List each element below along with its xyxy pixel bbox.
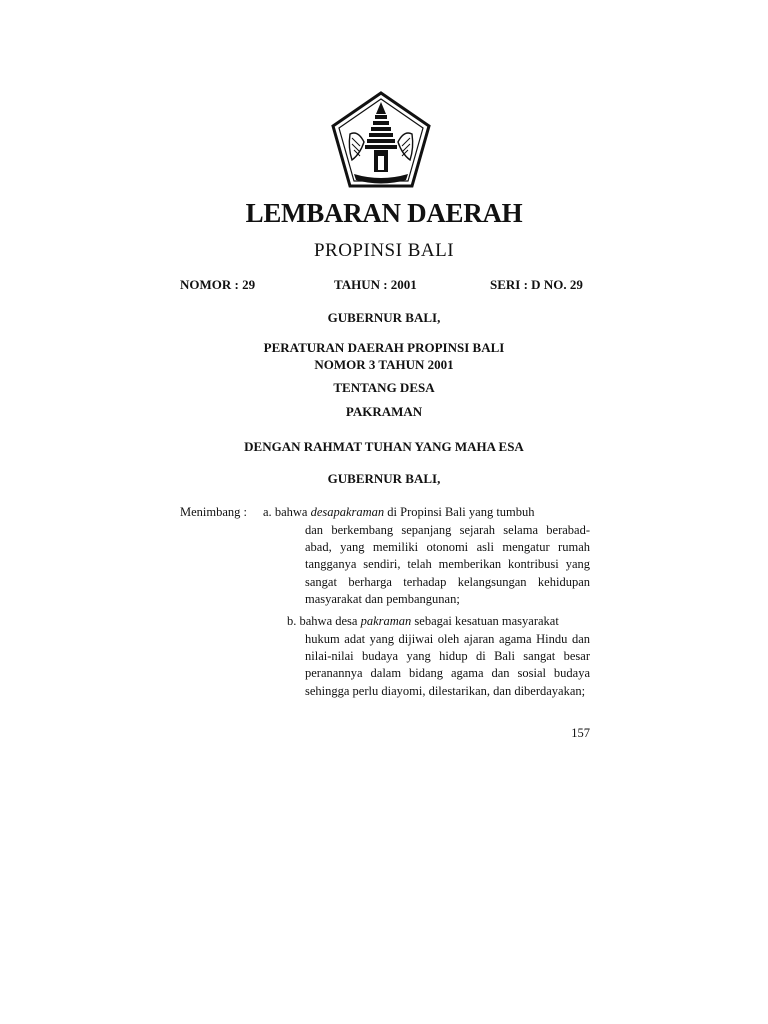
- heading-subject: PAKRAMAN: [345, 404, 423, 419]
- consideration-a-continuation: dan berkembang sepanjang sejarah selama berabad-abad, yang memiliki otonomi asli mengatur rumah tangganya sendiri, telah memberikan kontribusi yang sangat berharga terhadap kelangsungan kehidupan masyarakat dan pembangunan;: [305, 523, 590, 606]
- consideration-b-first-line: [287, 614, 559, 629]
- consideration-a-italic-term: desapakraman: [310, 505, 385, 519]
- consideration-b-post: sebagai kesatuan masyarakat: [414, 614, 559, 628]
- consideration-a-first-line: [263, 505, 535, 520]
- consideration-a-post: di Propinsi Bali yang tumbuh: [387, 505, 535, 519]
- bali-province-emblem-icon: [330, 90, 432, 190]
- consideration-a-pre: bahwa: [274, 505, 308, 519]
- meta-seri: SERI : D NO. 29: [490, 277, 583, 292]
- consideration-b-marker: b.: [287, 614, 297, 628]
- consideration-a-marker: a.: [263, 505, 272, 519]
- meta-tahun: TAHUN : 2001: [334, 277, 417, 292]
- consideration-b-pre: bahwa desa: [299, 614, 358, 628]
- document-subtitle: PROPINSI BALI: [313, 240, 455, 261]
- meta-nomor: NOMOR : 29: [180, 277, 256, 292]
- page-number: 157: [571, 726, 590, 740]
- heading-regulation-line1: PERATURAN DAERAH PROPINSI BALI: [263, 340, 505, 355]
- consideration-b-continuation: hukum adat yang dijiwai oleh ajaran agama Hindu dan nilai-nilai budaya yang hidup di Bali sangat besar peranannya dalam bidang agama dan sosial budaya sehingga perlu diayomi, dilestarikan, dan diberdayakan;: [305, 632, 590, 698]
- considerations-label: Menimbang :: [180, 505, 248, 519]
- document-title: LEMBARAN DAERAH: [245, 198, 523, 228]
- consideration-b-italic-term: pakraman: [360, 614, 412, 628]
- heading-blessing: DENGAN RAHMAT TUHAN YANG MAHA ESA: [244, 439, 524, 454]
- heading-governor-2: GUBERNUR BALI,: [327, 471, 441, 486]
- heading-governor: GUBERNUR BALI,: [327, 310, 441, 325]
- heading-regulation-line2: NOMOR 3 TAHUN 2001: [314, 357, 454, 372]
- heading-about: TENTANG DESA: [333, 380, 435, 395]
